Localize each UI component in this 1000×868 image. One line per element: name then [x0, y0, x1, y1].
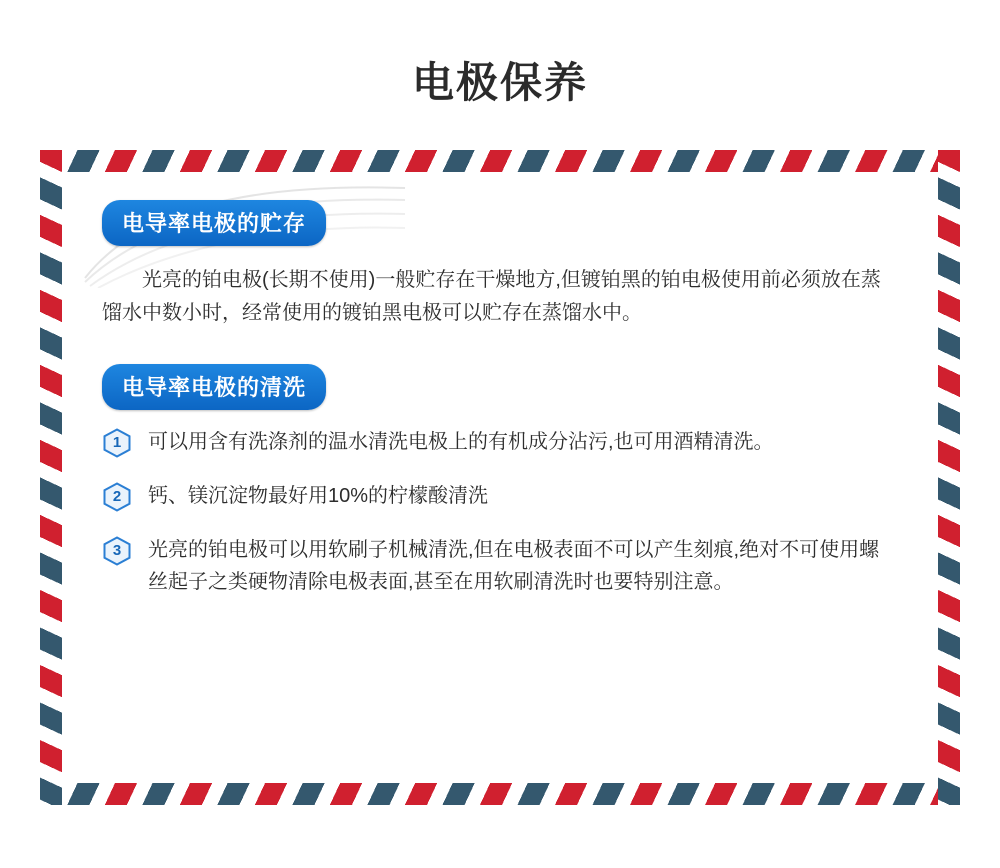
list-item-number: 3 — [112, 542, 122, 559]
list-item-text: 光亮的铂电极可以用软刷子机械清洗,但在电极表面不可以产生刻痕,绝对不可使用螺丝起子之类硬物清除电极表面,甚至在用软刷清洗时也要特别注意。 — [148, 539, 880, 593]
section-cleaning — [102, 364, 902, 598]
hexagon-number-icon — [102, 482, 132, 512]
section-storage — [102, 200, 902, 330]
envelope-border-top — [40, 150, 960, 172]
hexagon-number-icon — [102, 428, 132, 458]
section-badge-cleaning: 电导率电极的清洗 — [102, 364, 326, 410]
page-title: 电极保养 — [411, 59, 588, 106]
section-badge-storage: 电导率电极的贮存 — [102, 200, 326, 246]
hexagon-number-icon — [102, 536, 132, 566]
envelope-border-right — [938, 150, 960, 805]
list-item-number: 2 — [112, 488, 122, 505]
section-paragraph-storage: 光亮的铂电极(长期不使用)一般贮存在干燥地方,但镀铂黑的铂电极使用前必须放在蒸馏水中数小时，经常使用的镀铂黑电极可以贮存在蒸馏水中。 — [102, 269, 881, 324]
list-item — [102, 534, 902, 598]
envelope-border-bottom — [40, 783, 960, 805]
cleaning-steps-list — [102, 426, 902, 598]
list-item — [102, 426, 902, 458]
envelope-frame — [40, 150, 960, 805]
list-item-number: 1 — [112, 434, 122, 451]
envelope-border-left — [40, 150, 62, 805]
document-content — [102, 200, 902, 632]
list-item-text: 可以用含有洗涤剂的温水清洗电极上的有机成分沾污,也可用酒精清洗。 — [148, 431, 774, 453]
list-item — [102, 480, 902, 512]
list-item-text: 钙、镁沉淀物最好用10%的柠檬酸清洗 — [148, 485, 489, 507]
